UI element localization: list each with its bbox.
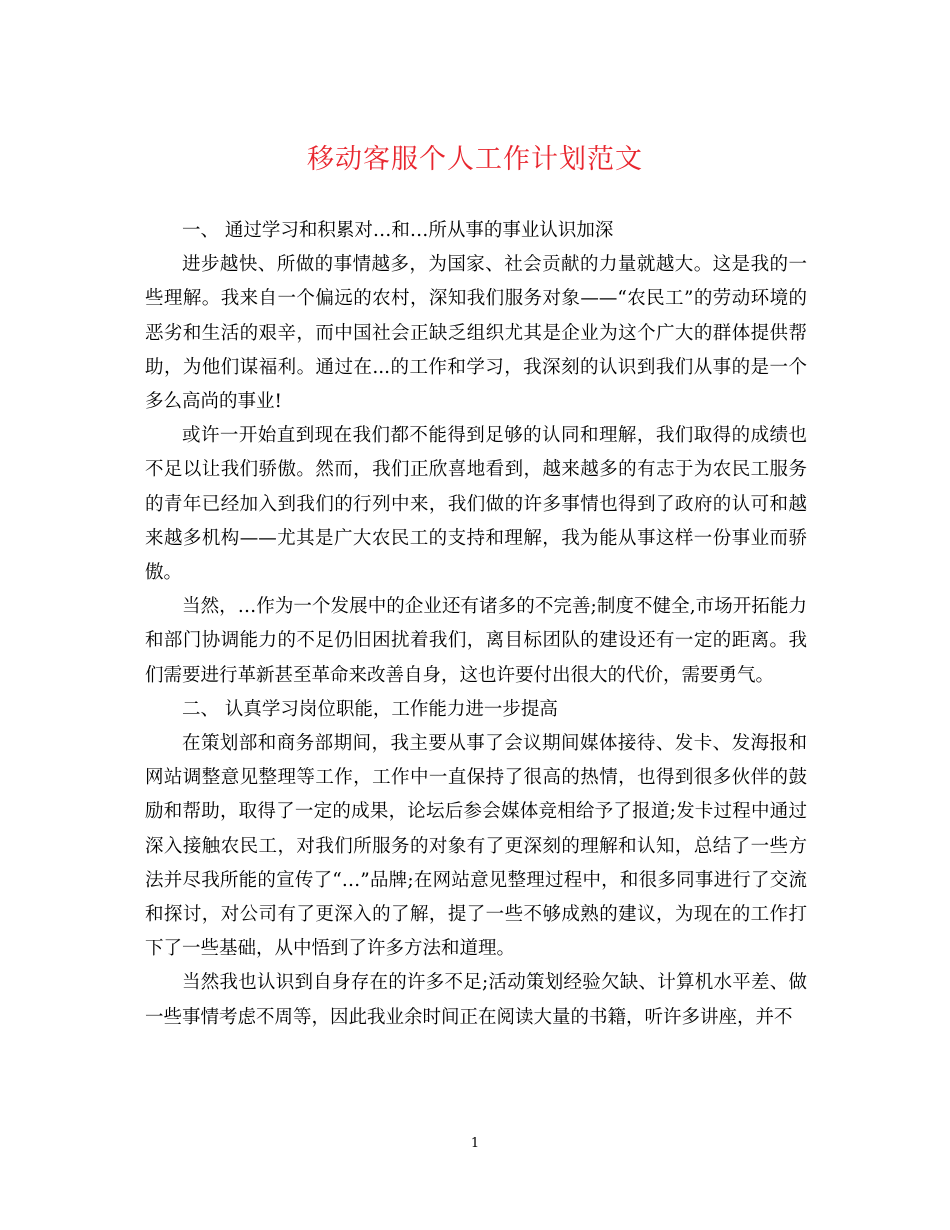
paragraph-3: 当然，…作为一个发展中的企业还有诸多的不完善;制度不健全,市场开拓能力和部门协调能力的不足仍旧困扰着我们，离目标团队的建设还有一定的距离。我们需要进行革新甚至革命来改善自身，这也许要付出很大的代价，需要勇气。: [145, 596, 807, 686]
page-number: 1: [470, 1136, 480, 1151]
document-title: 移动客服个人工作计划范文: [307, 144, 643, 175]
paragraph-5: 当然我也认识到自身存在的许多不足;活动策划经验欠缺、计算机水平差、做一些事情考虑不周等，因此我业余时间正在阅读大量的书籍，听许多讲座，并不: [145, 972, 807, 1028]
section-heading-1: 一、 通过学习和积累对…和…所从事的事业认识加深: [182, 220, 614, 241]
paragraph-4: 在策划部和商务部期间，我主要从事了会议期间媒体接待、发卡、发海报和网站调整意见整理等工作，工作中一直保持了很高的热情，也得到很多伙伴的鼓励和帮助，取得了一定的成果，论坛后参会媒体竞相给予了报道;发卡过程中通过深入接触农民工，对我们所服务的对象有了更深刻的理解和认知，总结了一些方法并尽我所能的宣传了“…”品牌;在网站意见整理过程中，和很多同事进行了交流和探讨，对公司有了更深入的了解，提了一些不够成熟的建议，为现在的工作打下了一些基础，从中悟到了许多方法和道理。: [145, 733, 807, 960]
section-heading-2: 二、 认真学习岗位职能，工作能力进一步提高: [182, 698, 558, 720]
document-body: [145, 214, 807, 1035]
paragraph-1: 进步越快、所做的事情越多，为国家、社会贡献的力量就越大。这是我的一些理解。我来自一个偏远的农村，深知我们服务对象——“农民工”的劳动环境的恶劣和生活的艰辛，而中国社会正缺乏组织尤其是企业为这个广大的群体提供帮助，为他们谋福利。通过在...的工作和学习，我深刻的认识到我们从事的是一个多么高尚的事业!: [145, 254, 807, 413]
paragraph-2: 或许一开始直到现在我们都不能得到足够的认同和理解，我们取得的成绩也不足以让我们骄傲。然而，我们正欣喜地看到，越来越多的有志于为农民工服务的青年已经加入到我们的行列中来，我们做的许多事情也得到了政府的认可和越来越多机构——尤其是广大农民工的支持和理解，我为能从事这样一份事业而骄傲。: [145, 425, 807, 584]
